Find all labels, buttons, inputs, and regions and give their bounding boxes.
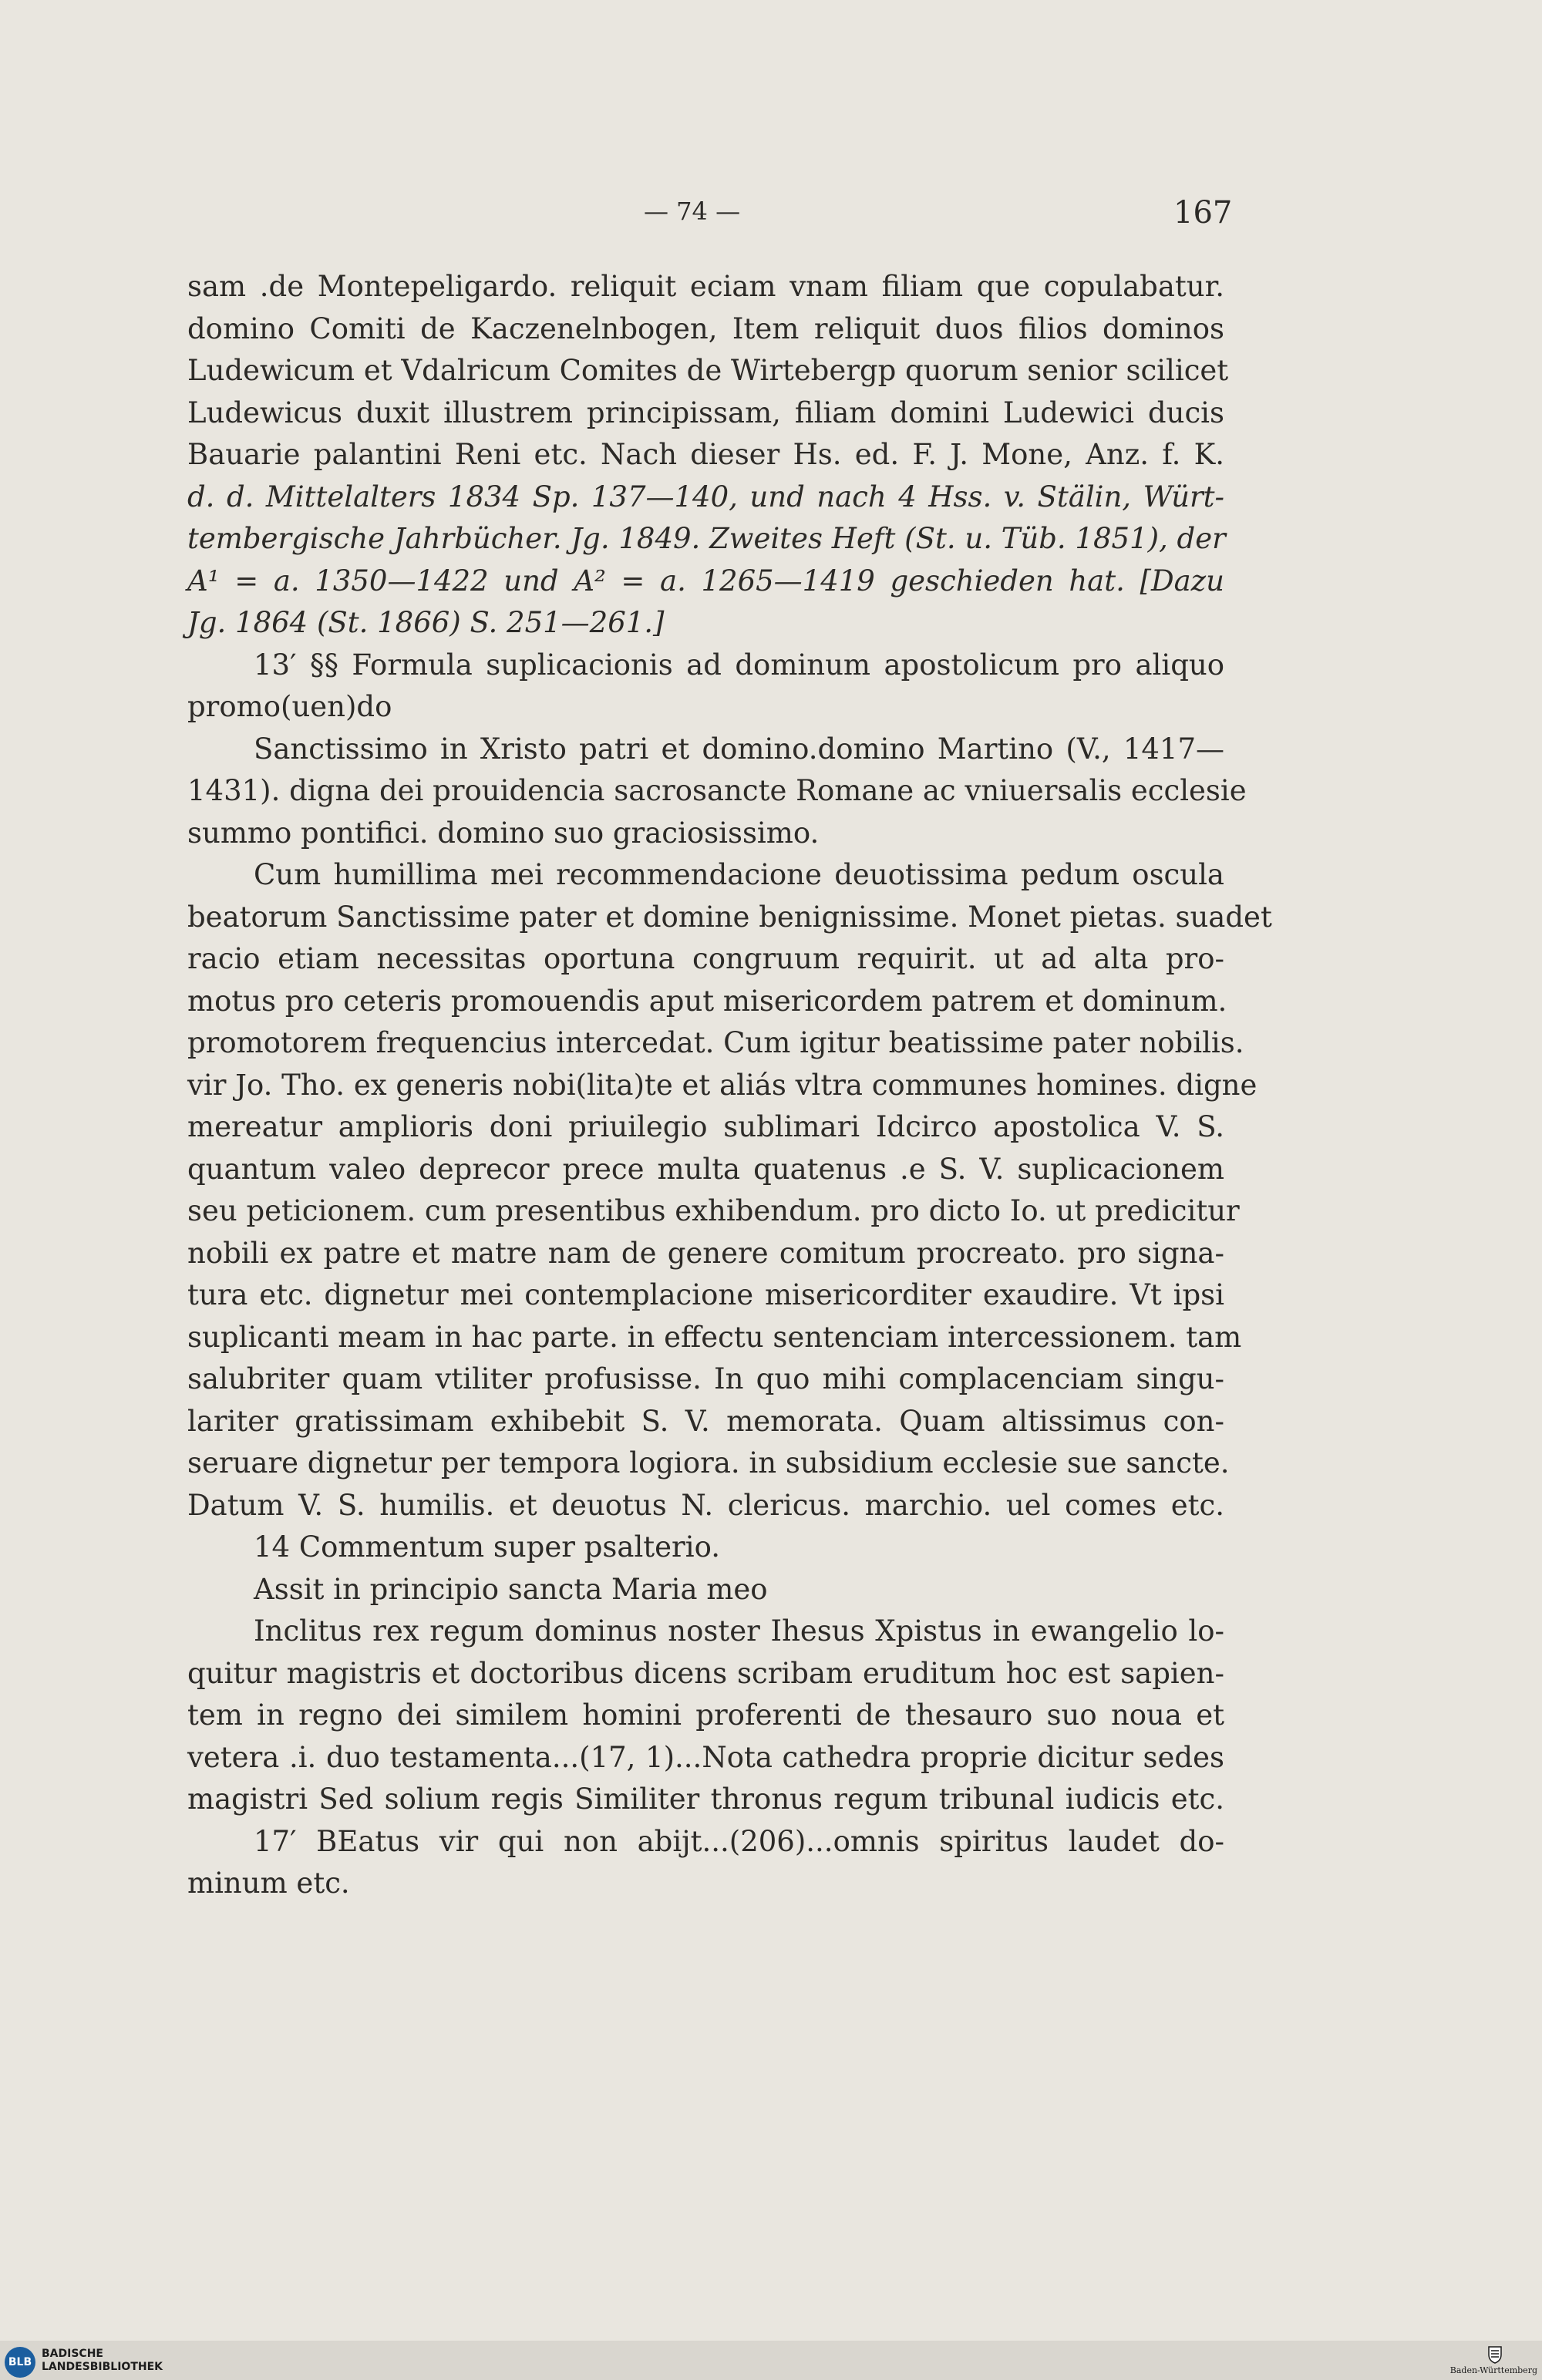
text-line: suplicanti meam in hac parte. in effectu sentenciam intercessionem. tam [187,1320,1242,1354]
footer-bar [0,2341,1542,2380]
text-line: sam .de Montepeligardo. reliquit eciam vnam filiam que copulabatur. [187,270,1224,303]
text-line: d. d. Mittelalters 1834 Sp. 137—140, und nach 4 Hss. v. Stälin, Würt- [187,480,1224,513]
blb-logo: BLB [5,2347,35,2378]
text-line: magistri Sed solium regis Similiter thronus regum tribunal iudicis etc. [187,1782,1224,1816]
library-name [42,2348,163,2374]
text-line: domino Comiti de Kaczenelnbogen, Item reliquit duos filios dominos [187,311,1224,345]
text-line: promotorem frequencius intercedat. Cum igitur beatissime pater nobilis. [187,1026,1244,1059]
text-line: beatorum Sanctissime pater et domine benignissime. Monet pietas. suadet [187,900,1272,934]
bw-label: Baden-Württemberg [1449,2365,1537,2375]
text-line: Cum humillima mei recommendacione deuotissima pedum oscula [254,858,1224,891]
text-line: Bauarie palantini Reni etc. Nach dieser Hs. ed. F. J. Mone, Anz. f. K. [187,438,1224,471]
text-line: quitur magistris et doctoribus dicens scribam eruditum hoc est sapien- [187,1656,1224,1690]
text-line: vetera .i. duo testamenta...(17, 1)...Nota cathedra proprie dicitur sedes [187,1740,1224,1774]
inner-page-number: — 74 — [644,197,741,226]
page-header [0,197,1542,243]
text-line: seruare dignetur per tempora logiora. in subsidium ecclesie sue sancte. [187,1446,1230,1480]
coat-of-arms-icon [1487,2345,1503,2364]
text-line: Datum V. S. humilis. et deuotus N. clericus. marchio. uel comes etc. [187,1488,1224,1522]
text-line: salubriter quam vtiliter profusisse. In quo mihi complacenciam singu- [187,1362,1224,1395]
text-line: summo pontifici. domino suo graciosissimo. [187,816,820,850]
text-line: A¹ = a. 1350—1422 und A² = a. 1265—1419 geschieden hat. [Dazu [187,564,1224,598]
text-line: tura etc. dignetur mei contemplacione misericorditer exaudire. Vt ipsi [187,1278,1224,1311]
text-line: Inclitus rex regum dominus noster Ihesus Xpistus in ewangelio lo- [254,1614,1224,1648]
text-line: seu peticionem. cum presentibus exhibendum. pro dicto Io. ut predicitur [187,1194,1240,1227]
entry-heading: 14 Commentum super psalterio. [254,1530,720,1564]
library-name-line2: LANDESBIBLIOTHEK [42,2361,163,2373]
text-line: motus pro ceteris promouendis aput misericordem patrem et dominum. [187,984,1227,1018]
text-line: quantum valeo deprecor prece multa quatenus .e S. V. suplicacionem [187,1152,1224,1186]
entry-heading: 13′ §§ Formula suplicacionis ad dominum apostolicum pro aliquo [254,648,1224,682]
text-line: nobili ex patre et matre nam de genere comitum procreato. pro signa- [187,1236,1224,1270]
text-line: Sanctissimo in Xristo patri et domino.domino Martino (V., 1417— [254,732,1224,766]
outer-page-number: 167 [1173,195,1233,231]
text-line: Assit in principio sancta Maria meo [254,1572,768,1606]
entry-heading: 17′ BEatus vir qui non abijt...(206)...omnis spiritus laudet do- [254,1824,1224,1858]
bw-logo [1449,2345,1537,2376]
text-line: Ludewicum et Vdalricum Comites de Wirtebergp quorum senior scilicet [187,354,1229,387]
text-line: promo(uen)do [187,690,392,723]
library-name-line1: BADISCHE [42,2348,103,2360]
text-line: mereatur amplioris doni priuilegio sublimari Idcirco apostolica V. S. [187,1110,1224,1143]
text-line: Ludewicus duxit illustrem principissam, filiam domini Ludewici ducis [187,396,1224,429]
text-line: tem in regno dei similem homini proferenti de thesauro suo noua et [187,1698,1224,1732]
text-line: tembergische Jahrbücher. Jg. 1849. Zweites Heft (St. u. Tüb. 1851), der [187,522,1226,555]
text-line: 1431). digna dei prouidencia sacrosancte Romane ac vniuersalis ecclesie [187,774,1247,807]
text-line: vir Jo. Tho. ex generis nobi(lita)te et aliás vltra communes homines. digne [187,1068,1258,1102]
text-line: lariter gratissimam exhibebit S. V. memorata. Quam altissimus con- [187,1404,1224,1438]
document-body [187,266,1272,1905]
text-line: minum etc. [187,1867,350,1900]
text-line: racio etiam necessitas oportuna congruum requirit. ut ad alta pro- [187,942,1224,975]
text-line: Jg. 1864 (St. 1866) S. 251—261.] [187,606,665,639]
